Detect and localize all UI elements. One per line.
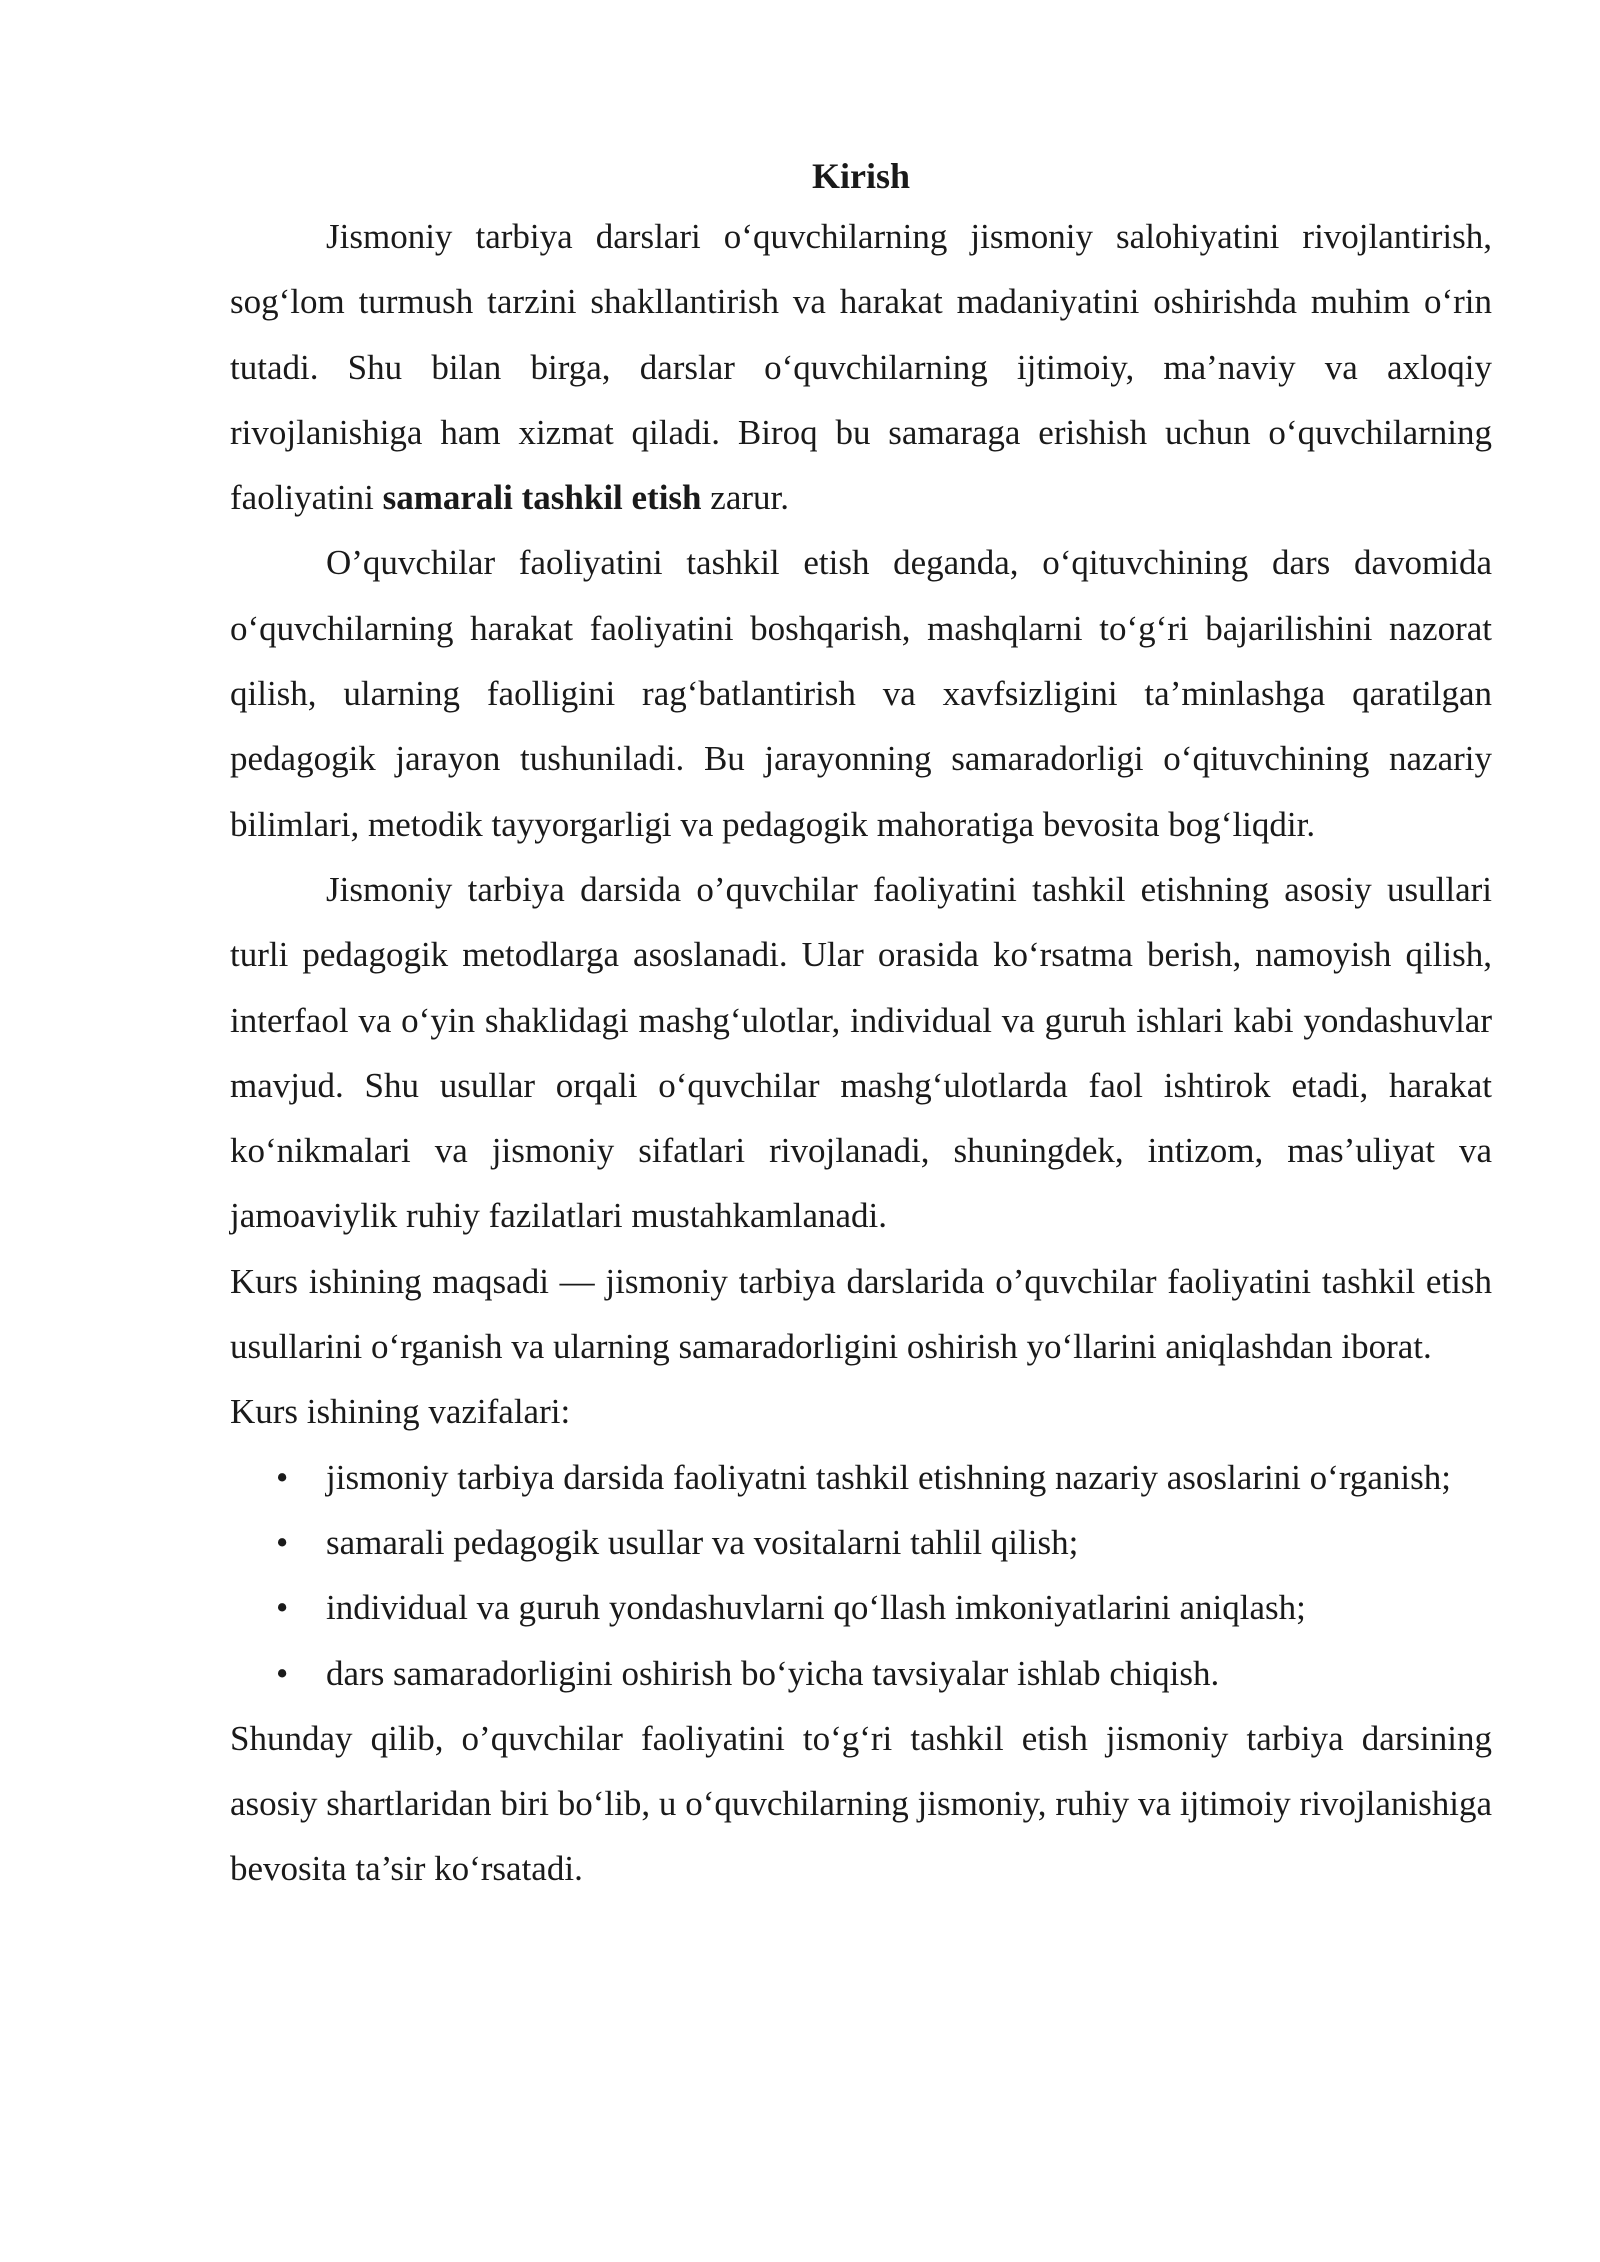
paragraph-intro-end: zarur. [701, 478, 789, 518]
tasks-list [230, 1445, 1492, 1706]
list-item-text: samarali pedagogik usullar va vositalarni tahlil qilish; [326, 1522, 1079, 1562]
list-item [276, 1575, 1492, 1640]
list-item [276, 1510, 1492, 1575]
bullet-icon: • [276, 1588, 289, 1628]
list-item [276, 1445, 1492, 1510]
paragraph-conclusion: Shunday qilib, o’quvchilar faoliyatini to‘g‘ri tashkil etish jismoniy tarbiya darsining asosiy shartlaridan biri bo‘lib, u o‘quvchilarning jismoniy, ruhiy va ijtimoiy rivojlanishiga bevosita ta’sir ko‘rsatadi. [230, 1718, 1492, 1889]
bullet-icon: • [276, 1653, 289, 1693]
page-title: Kirish [811, 156, 910, 196]
document-page [230, 148, 1492, 1902]
list-item [276, 1641, 1492, 1706]
bullet-icon: • [276, 1522, 289, 1562]
bullet-icon: • [276, 1457, 289, 1497]
list-item-text: individual va guruh yondashuvlarni qo‘llash imkoniyatlarini aniqlash; [326, 1588, 1306, 1628]
paragraph-organization: O’quvchilar faoliyatini tashkil etish deganda, o‘qituvchining dars davomida o‘quvchilarning harakat faoliyatini boshqarish, mashqlarni to‘g‘ri bajarilishini nazorat qilish, ularning faolligini rag‘batlantirish va xavfsizligini ta’minlashga qaratilgan pedagogik jarayon tushuniladi. Bu jarayonning samaradorligi o‘qituvchining nazariy bilimlari, metodik tayyorgarligi va pedagogik mahoratiga bevosita bog‘liqdir. [230, 543, 1492, 844]
paragraph-methods: Jismoniy tarbiya darsida o’quvchilar faoliyatini tashkil etishning asosiy usullari turli pedagogik metodlarga asoslanadi. Ular orasida ko‘rsatma berish, namoyish qilish, interfaol va o‘yin shaklidagi mashg‘ulotlar, individual va guruh ishlari kabi yondashuvlar mavjud. Shu usullar orqali o‘quvchilar mashg‘ulotlarda faol ishtirok etadi, harakat ko‘nikmalari va jismoniy sifatlari rivojlanadi, shuningdek, intizom, mas’uliyat va jamoaviylik ruhiy fazilatlari mustahkamlanadi. [230, 869, 1492, 1236]
paragraph-intro [230, 204, 1492, 530]
paragraph-goal: Kurs ishining maqsadi — jismoniy tarbiya darslarida o’quvchilar faoliyatini tashkil etish usullarini o‘rganish va ularning samaradorligini oshirish yo‘llarini aniqlashdan iborat. [230, 1261, 1492, 1367]
list-item-text: jismoniy tarbiya darsida faoliyatni tashkil etishning nazariy asoslarini o‘rganish; [326, 1457, 1451, 1497]
paragraph-intro-text: Jismoniy tarbiya darslari o‘quvchilarning jismoniy salohiyatini rivojlantirish, sog‘lom turmush tarzini shakllantirish va harakat madaniyatini oshirishda muhim o‘rin tutadi. Shu bilan birga, darslar o‘quvchilarning ijtimoiy, ma’naviy va axloqiy rivojlanishiga ham xizmat qiladi. Biroq bu samaraga erishish uchun o‘quvchilarning faoliyatini [230, 217, 1492, 518]
paragraph-tasks-heading: Kurs ishining vazifalari: [230, 1392, 571, 1432]
list-item-text: dars samaradorligini oshirish bo‘yicha tavsiyalar ishlab chiqish. [326, 1653, 1220, 1693]
paragraph-intro-bold: samarali tashkil etish [382, 478, 702, 518]
